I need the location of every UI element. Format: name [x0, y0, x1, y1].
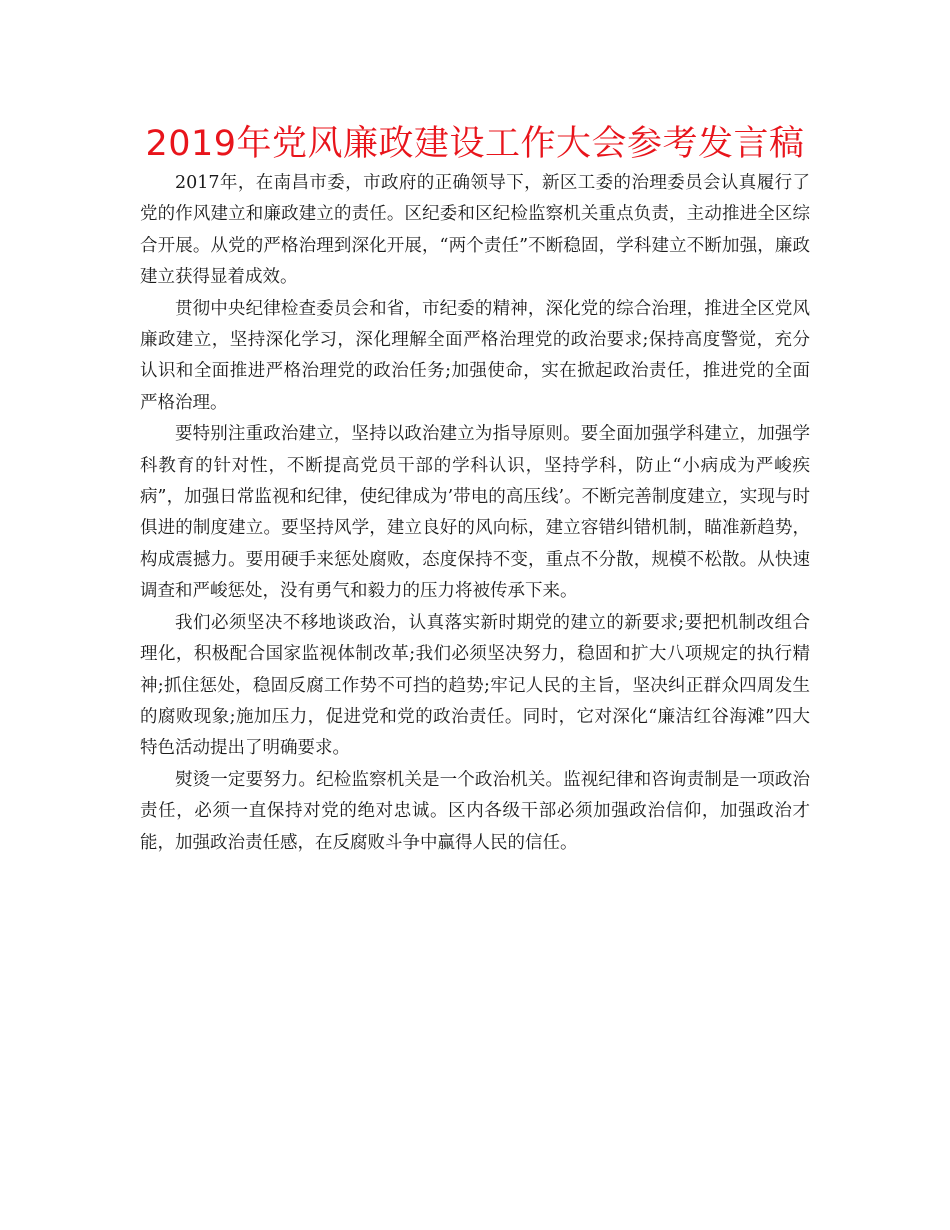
paragraph: 贯彻中央纪律检查委员会和省，市纪委的精神，深化党的综合治理，推进全区党风廉政建立，坚持深化学习，深化理解全面严格治理党的政治要求;保持高度警觉，充分认识和全面推进严格治理党的政治任务;加强使命，实在掀起政治责任，推进党的全面严格治理。	[140, 298, 810, 413]
paragraph: 熨烫一定要努力。纪检监察机关是一个政治机关。监视纪律和咨询责制是一项政治责任，必须一直保持对党的绝对忠诚。区内各级干部必须加强政治信仰，加强政治才能，加强政治责任感，在反腐败斗争中赢得人民的信任。	[140, 769, 810, 853]
document-body	[140, 168, 810, 859]
document-title: 2019年党风廉政建设工作大会参考发言稿	[145, 124, 805, 164]
paragraph: 要特别注重政治建立，坚持以政治建立为指导原则。要全面加强学科建立，加强学科教育的针对性，不断提高党员干部的学科认识，坚持学科，防止“小病成为严峻疾病”，加强日常监视和纪律，使纪律成为’带电的高压线’。不断完善制度建立，实现与时俱进的制度建立。要坚持风学，建立良好的风向标，建立容错纠错机制，瞄准新趋势，构成震撼力。要用硬手来惩处腐败，态度保持不变，重点不分散，规模不松散。从快速调查和严峻惩处，没有勇气和毅力的压力将被传承下来。	[140, 424, 810, 602]
paragraph: 我们必须坚决不移地谈政治，认真落实新时期党的建立的新要求;要把机制改组合理化，积极配合国家监视体制改革;我们必须坚决努力，稳固和扩大八项规定的执行精神;抓住惩处，稳固反腐工作势不可挡的趋势;牢记人民的主旨，坚决纠正群众四周发生的腐败现象;施加压力，促进党和党的政治责任。同时，它对深化“廉洁红谷海滩”四大特色活动提出了明确要求。	[140, 612, 810, 759]
paragraph: 2017年，在南昌市委，市政府的正确领导下，新区工委的治理委员会认真履行了党的作风建立和廉政建立的责任。区纪委和区纪检监察机关重点负责，主动推进全区综合开展。从党的严格治理到深化开展，“两个责任”不断稳固，学科建立不断加强，廉政建立获得显着成效。	[140, 173, 810, 288]
